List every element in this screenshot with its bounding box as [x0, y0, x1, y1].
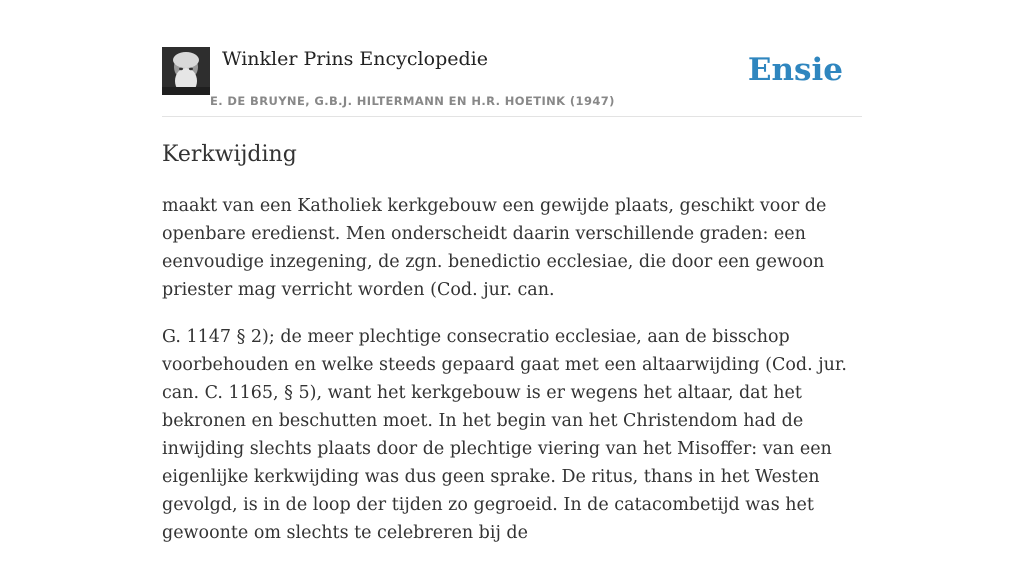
site-header [162, 46, 862, 117]
article-title: Kerkwijding [162, 142, 297, 167]
article-body [162, 192, 867, 566]
paragraph: maakt van een Katholiek kerkgebouw een gewijde plaats, geschikt voor de openbare eredienst. Men onderscheidt daarin verschillende graden: een eenvoudige inzegening, de zgn. benedictio ecclesiae, die door een gewoon priester mag verricht worden (Cod. jur. can. [162, 196, 827, 300]
authors-byline: E. DE BRUYNE, G.B.J. HILTERMANN EN H.R. HOETINK (1947) [210, 94, 615, 108]
paragraph: G. 1147 § 2); de meer plechtige consecratio ecclesiae, aan de bisschop voorbehouden en welke steeds gepaard gaat met een altaarwijding (Cod. jur. can. C. 1165, § 5), want het kerkgebouw is er wegens het altaar, dat het bekronen en beschutten moet. In het begin van het Christendom had de inwijding slechts plaats door de plechtige viering van het Misoffer: van een eigenlijke kerkwijding was dus geen sprake. De ritus, thans in het Westen gevolgd, is in de loop der tijden zo gegroeid. In de catacombetijd was het gewoonte om slechts te celebreren bij de [162, 327, 847, 543]
ensie-logo[interactable]: Ensie [747, 52, 843, 88]
site-title[interactable]: Winkler Prins Encyclopedie [222, 48, 488, 70]
author-portrait-avatar [162, 47, 210, 95]
